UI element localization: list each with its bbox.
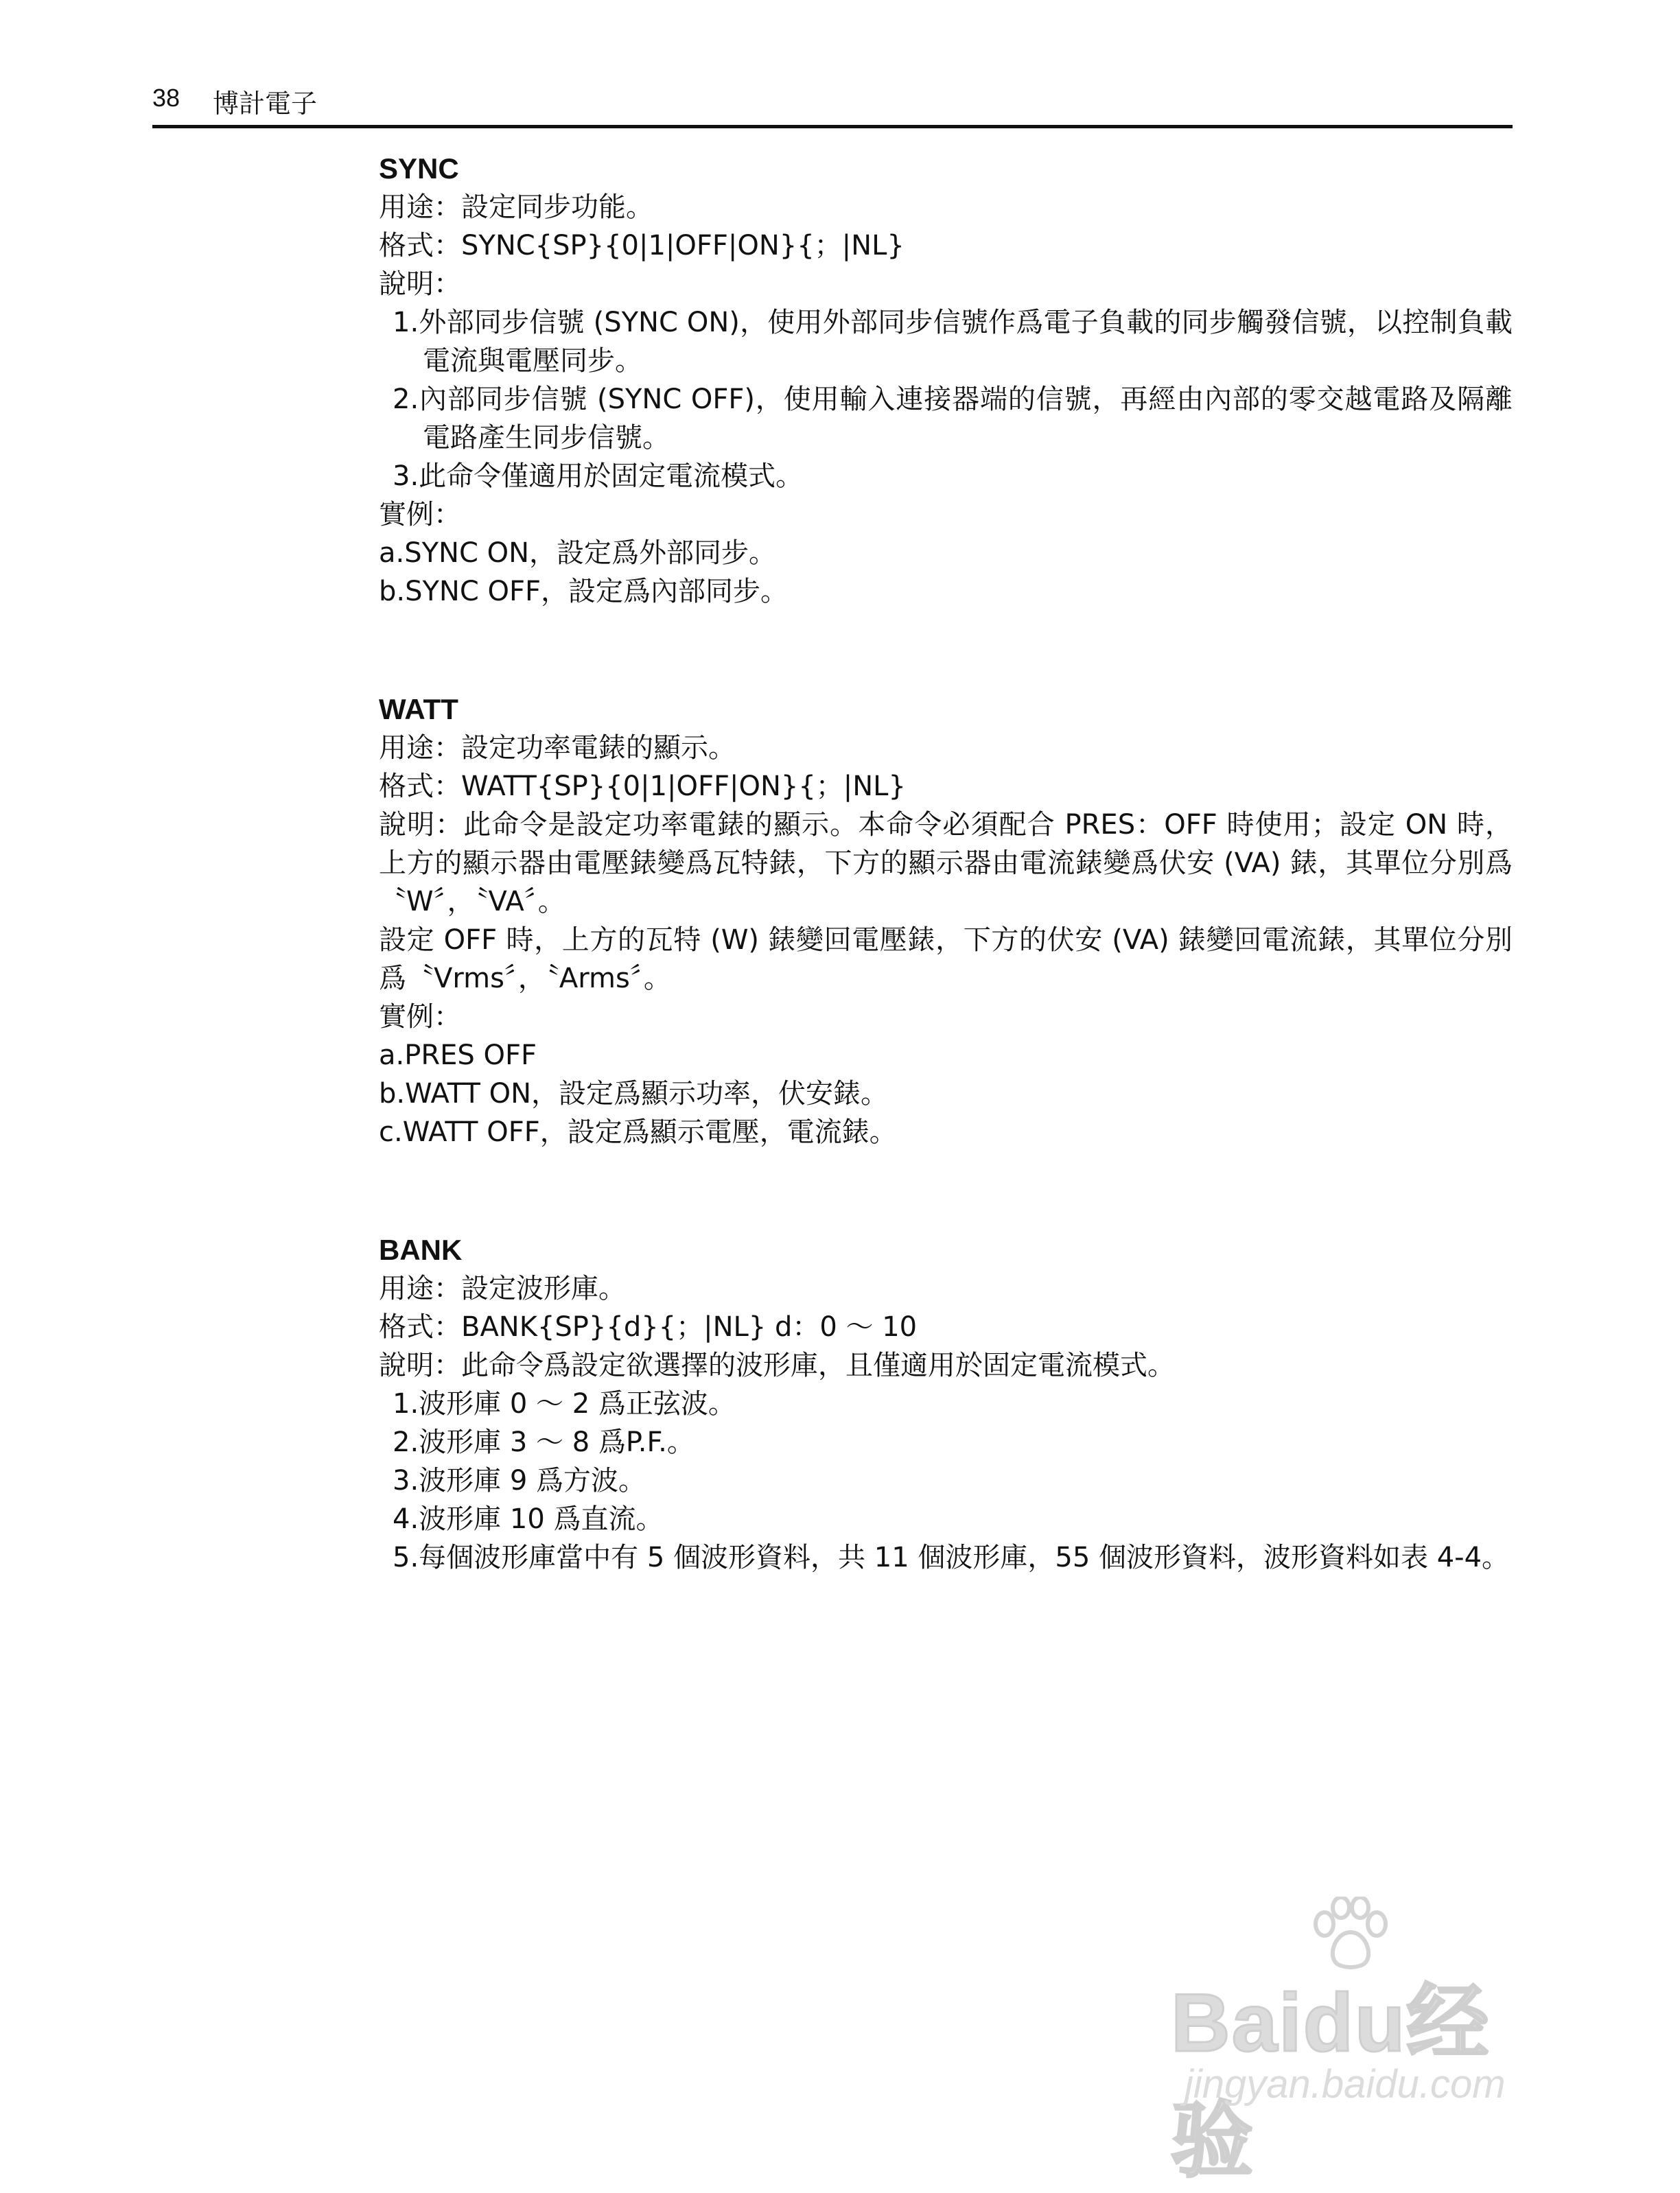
description-paragraph: 設定 OFF 時，上方的瓦特 (W) 錶變回電壓錶，下方的伏安 (VA) 錶變回電流錶，其單位分別爲〝Vrms〞，〝Arms〞。 xyxy=(379,924,1513,994)
list-item: 1.波形庫 0 ～ 2 爲正弦波。 xyxy=(393,1388,736,1420)
list-item: 5.每個波形庫當中有 5 個波形資料，共 11 個波形庫，55 個波形資料，波形資料如表 4-4。 xyxy=(393,1542,1510,1573)
watermark-brand: Baidu经验 xyxy=(1171,1977,1491,2187)
example-label: 實例： xyxy=(379,499,461,530)
watt-section xyxy=(379,690,1513,1151)
purpose-line: 用途：設定同步功能。 xyxy=(379,191,653,223)
purpose-line: 用途：設定功率電錶的顯示。 xyxy=(379,732,736,764)
purpose-line: 用途：設定波形庫。 xyxy=(379,1273,626,1304)
example-line: b.WATT ON，設定爲顯示功率，伏安錶。 xyxy=(379,1078,889,1110)
list-item: 2.內部同步信號 (SYNC OFF)，使用輸入連接器端的信號，再經由內部的零交越電路及隔離電路產生同步信號。 xyxy=(393,384,1513,454)
description-line: 說明：此命令爲設定欲選擇的波形庫，且僅適用於固定電流模式。 xyxy=(379,1350,1175,1381)
example-line: b.SYNC OFF，設定爲內部同步。 xyxy=(379,576,788,607)
list-item: 1.外部同步信號 (SYNC ON)，使用外部同步信號作爲電子負載的同步觸發信號，以控制負載電流與電壓同步。 xyxy=(393,307,1513,377)
watermark-domain: jingyan.baidu.com xyxy=(1185,2062,1506,2107)
page-number: 38 xyxy=(152,84,180,112)
baidu-watermark xyxy=(1171,1897,1555,2187)
page-header xyxy=(152,81,1513,128)
section-title: SYNC xyxy=(379,152,459,185)
list-item: 3.此命令僅適用於固定電流模式。 xyxy=(393,460,804,492)
section-title: BANK xyxy=(379,1234,463,1266)
example-line: a.PRES OFF xyxy=(379,1040,537,1071)
section-title: WATT xyxy=(379,693,458,725)
bank-section xyxy=(379,1231,1513,1577)
publisher-name: 博計電子 xyxy=(213,89,318,119)
example-line: a.SYNC ON，設定爲外部同步。 xyxy=(379,537,777,569)
document-body xyxy=(379,150,1513,1577)
description-label: 說明： xyxy=(379,268,461,300)
list-item: 4.波形庫 10 爲直流。 xyxy=(393,1503,664,1535)
example-line: c.WATT OFF，設定爲顯示電壓，電流錶。 xyxy=(379,1116,897,1148)
list-item: 2.波形庫 3 ～ 8 爲P.F.。 xyxy=(393,1427,695,1458)
sync-section xyxy=(379,150,1513,611)
description-paragraph: 說明：此命令是設定功率電錶的顯示。本命令必須配合 PRES：OFF 時使用；設定 ON 時，上方的顯示器由電壓錶變爲瓦特錶，下方的顯示器由電流錶變爲伏安 (VA) 錶，其單位分別爲〝W〞，〝VA〞。 xyxy=(379,809,1513,917)
example-label: 實例： xyxy=(379,1001,461,1033)
list-item: 3.波形庫 9 爲方波。 xyxy=(393,1465,646,1497)
format-line: 格式：SYNC{SP}{0|1|OFF|ON}{；|NL} xyxy=(379,230,905,261)
format-line: 格式：WATT{SP}{0|1|OFF|ON}{；|NL} xyxy=(379,771,906,802)
format-line: 格式：BANK{SP}{d}{；|NL} d：0 ～ 10 xyxy=(379,1311,918,1343)
